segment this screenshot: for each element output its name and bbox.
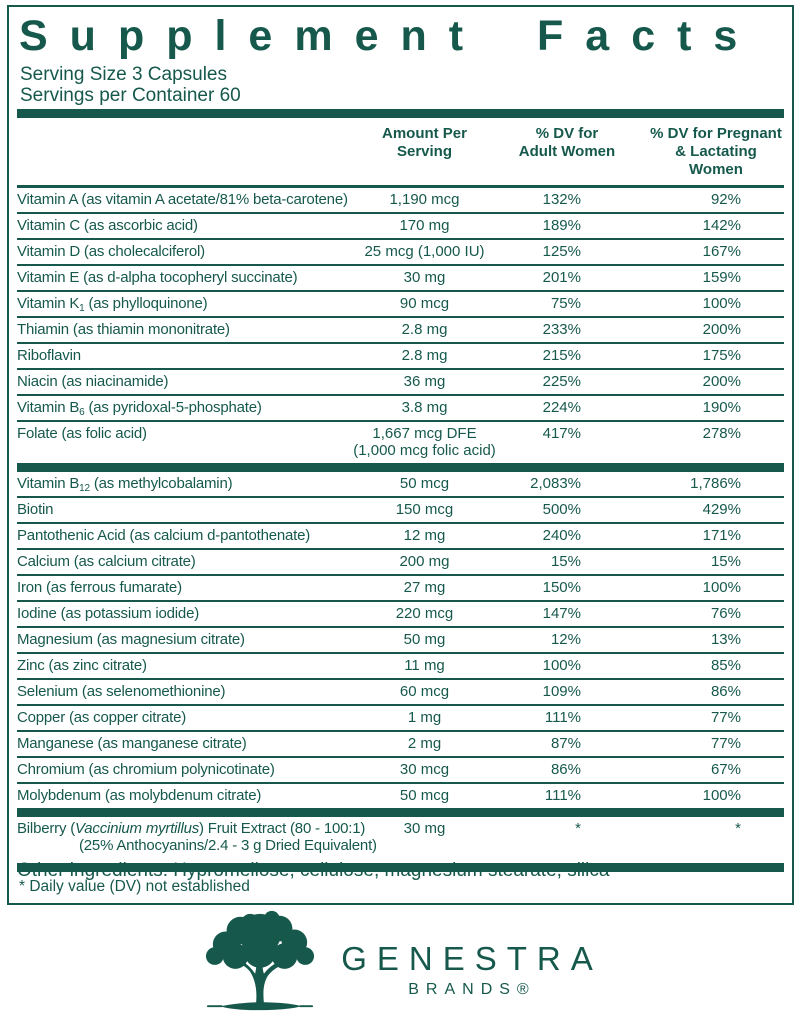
dv-adult-value: 500% bbox=[542, 501, 581, 518]
nutrient-name bbox=[17, 475, 332, 492]
dv-pregnant-value: 175% bbox=[702, 347, 741, 364]
amount-per-serving-value bbox=[332, 425, 517, 459]
amount-line: 30 mcg bbox=[399, 761, 450, 778]
table-row bbox=[17, 730, 784, 756]
dv-adult-value: 12% bbox=[550, 631, 581, 648]
amount-line: 3.8 mg bbox=[401, 399, 448, 416]
nutrient-name-text: Niacin (as niacinamide) bbox=[17, 373, 169, 390]
dv-pregnant-value: 100% bbox=[702, 787, 741, 804]
dv-pregnant-value: 13% bbox=[710, 631, 741, 648]
dv-adult-value: 224% bbox=[542, 399, 581, 416]
brand-logo bbox=[0, 905, 804, 1017]
nutrient-name-text: Chromium (as chromium polynicotinate) bbox=[17, 761, 275, 778]
tree-icon bbox=[201, 905, 319, 1017]
table-row bbox=[17, 420, 784, 463]
nutrient-name bbox=[17, 527, 332, 544]
nutrient-name-text: Zinc (as zinc citrate) bbox=[17, 657, 147, 674]
section-divider bbox=[17, 109, 784, 118]
dv-pregnant-value: 429% bbox=[702, 501, 741, 518]
table-row bbox=[17, 238, 784, 264]
nutrient-name bbox=[17, 579, 332, 596]
amount-per-serving-value bbox=[332, 631, 517, 648]
amount-per-serving-value bbox=[332, 683, 517, 700]
amount-line: 1 mg bbox=[407, 709, 442, 726]
table-row bbox=[17, 368, 784, 394]
dv-pregnant-value: * bbox=[735, 820, 741, 837]
nutrient-name-text: Vitamin $K_1$ (as phylloquinone) bbox=[17, 295, 208, 314]
nutrient-name-text: Vitamin E (as d-alpha tocopheryl succinate) bbox=[17, 269, 298, 286]
amount-per-serving-value bbox=[332, 787, 517, 804]
amount-line: 25 mcg (1,000 IU) bbox=[364, 243, 485, 260]
dv-pregnant-value: 77% bbox=[710, 709, 741, 726]
amount-line: 50 mcg bbox=[399, 787, 450, 804]
amount-line: 2 mg bbox=[407, 735, 442, 752]
amount-per-serving-value bbox=[332, 657, 517, 674]
amount-per-serving-value bbox=[332, 553, 517, 570]
table-row bbox=[17, 316, 784, 342]
table-row bbox=[17, 782, 784, 808]
amount-per-serving-value bbox=[332, 373, 517, 390]
amount-line: 1,190 mcg bbox=[389, 191, 460, 208]
amount-line: 1,667 mcg DFE bbox=[372, 425, 477, 442]
dv-adult-value: 150% bbox=[542, 579, 581, 596]
nutrient-name-text: Vitamin $B_{12}$ (as methylcobalamin) bbox=[17, 475, 233, 494]
nutrient-name-text: Vitamin $B_6$ (as pyridoxal-5-phosphate) bbox=[17, 399, 262, 418]
dv-adult-value: 86% bbox=[550, 761, 581, 778]
dv-adult-value: 240% bbox=[542, 527, 581, 544]
header-dv-adult-women: % DV for Adult Women bbox=[518, 125, 616, 160]
nutrient-name bbox=[17, 820, 377, 854]
dv-pregnant-value: 1,786% bbox=[690, 475, 741, 492]
header-dv-pregnant-lactating: % DV for Pregnant & Lactating Women bbox=[650, 125, 782, 178]
amount-per-serving-value bbox=[332, 399, 517, 416]
nutrient-name-text: Copper (as copper citrate) bbox=[17, 709, 187, 726]
amount-per-serving-value bbox=[332, 579, 517, 596]
amount-line: 12 mg bbox=[403, 527, 446, 544]
nutrient-name-text: Folate (as folic acid) bbox=[17, 425, 147, 442]
nutrient-name bbox=[17, 501, 332, 518]
amount-per-serving-value bbox=[332, 243, 517, 260]
amount-per-serving-value bbox=[332, 527, 517, 544]
nutrient-name-text: Bilberry (Vaccinium myrtillus) Fruit Extract (80 - 100:1) bbox=[17, 820, 366, 837]
dv-pregnant-value: 190% bbox=[702, 399, 741, 416]
dv-footnote: * Daily value (DV) not established bbox=[19, 878, 250, 895]
amount-line: 220 mcg bbox=[395, 605, 454, 622]
dv-adult-value: 233% bbox=[542, 321, 581, 338]
nutrient-name bbox=[17, 269, 332, 286]
dv-adult-value: 75% bbox=[550, 295, 581, 312]
table-row bbox=[17, 342, 784, 368]
dv-adult-value: 201% bbox=[542, 269, 581, 286]
dv-pregnant-value: 85% bbox=[710, 657, 741, 674]
nutrient-name bbox=[17, 373, 332, 390]
nutrient-name-text: Calcium (as calcium citrate) bbox=[17, 553, 196, 570]
table-row bbox=[17, 394, 784, 420]
table-row bbox=[17, 626, 784, 652]
amount-line: 90 mcg bbox=[399, 295, 450, 312]
dv-adult-value: 132% bbox=[542, 191, 581, 208]
nutrient-name bbox=[17, 243, 332, 260]
dv-adult-value: 100% bbox=[542, 657, 581, 674]
nutrient-name-text: Molybdenum (as molybdenum citrate) bbox=[17, 787, 262, 804]
amount-line: 60 mcg bbox=[399, 683, 450, 700]
dv-pregnant-value: 67% bbox=[710, 761, 741, 778]
nutrient-name bbox=[17, 709, 332, 726]
dv-adult-value: 189% bbox=[542, 217, 581, 234]
amount-per-serving-value bbox=[332, 347, 517, 364]
dv-pregnant-value: 167% bbox=[702, 243, 741, 260]
dv-pregnant-value: 77% bbox=[710, 735, 741, 752]
dv-adult-value: 225% bbox=[542, 373, 581, 390]
amount-per-serving-value bbox=[332, 605, 517, 622]
table-row bbox=[17, 522, 784, 548]
table-row bbox=[17, 704, 784, 730]
dv-adult-value: 111% bbox=[544, 709, 581, 726]
table-row bbox=[17, 652, 784, 678]
amount-per-serving-value bbox=[332, 475, 517, 492]
panel-title: Supplement Facts bbox=[19, 12, 760, 60]
header-nutrient bbox=[17, 125, 332, 179]
amount-line: 11 mg bbox=[404, 657, 445, 674]
dv-pregnant-value: 200% bbox=[702, 321, 741, 338]
nutrient-name bbox=[17, 347, 332, 364]
dv-adult-value: 417% bbox=[542, 425, 581, 442]
amount-per-serving-value bbox=[332, 820, 517, 837]
dv-adult-value: 2,083% bbox=[530, 475, 581, 492]
amount-line: 150 mcg bbox=[395, 501, 454, 518]
nutrient-name bbox=[17, 631, 332, 648]
dv-pregnant-value: 100% bbox=[702, 295, 741, 312]
dv-pregnant-value: 278% bbox=[702, 425, 741, 442]
amount-line2: (1,000 mcg folic acid) bbox=[353, 442, 496, 459]
nutrient-name-text: Biotin bbox=[17, 501, 54, 518]
nutrient-name bbox=[17, 399, 332, 416]
table-row bbox=[17, 574, 784, 600]
amount-line: 50 mg bbox=[403, 631, 446, 648]
amount-line: 30 mg bbox=[403, 269, 446, 286]
amount-per-serving-value bbox=[332, 735, 517, 752]
amount-line: 170 mg bbox=[399, 217, 450, 234]
other-ingredients: Other ingredients: Hypromellose, cellulose, magnesium stearate, silica bbox=[17, 860, 610, 881]
nutrient-name-text: Pantothenic Acid (as calcium d-pantothenate) bbox=[17, 527, 311, 544]
nutrient-name bbox=[17, 425, 332, 442]
amount-per-serving-value bbox=[332, 295, 517, 312]
section-divider bbox=[17, 463, 784, 472]
nutrient-name bbox=[17, 605, 332, 622]
table-row bbox=[17, 600, 784, 626]
nutrient-name bbox=[17, 787, 332, 804]
nutrient-name bbox=[17, 321, 332, 338]
amount-per-serving-value bbox=[332, 501, 517, 518]
supplement-facts-panel bbox=[7, 5, 794, 905]
dv-pregnant-value: 171% bbox=[702, 527, 741, 544]
brand-text bbox=[341, 924, 603, 999]
nutrient-name bbox=[17, 657, 332, 674]
amount-per-serving-value bbox=[332, 217, 517, 234]
amount-per-serving-value bbox=[332, 269, 517, 286]
dv-pregnant-value: 200% bbox=[702, 373, 741, 390]
table-row bbox=[17, 212, 784, 238]
dv-pregnant-value: 92% bbox=[710, 191, 741, 208]
amount-line: 36 mg bbox=[403, 373, 446, 390]
amount-per-serving-value bbox=[332, 191, 517, 208]
nutrient-name-text: Iodine (as potassium iodide) bbox=[17, 605, 200, 622]
nutrient-name bbox=[17, 683, 332, 700]
nutrient-name bbox=[17, 191, 348, 208]
amount-line: 2.8 mg bbox=[401, 321, 448, 338]
table-row bbox=[17, 496, 784, 522]
amount-per-serving-value bbox=[332, 321, 517, 338]
nutrient-name bbox=[17, 217, 332, 234]
dv-pregnant-value: 100% bbox=[702, 579, 741, 596]
dv-adult-value: 87% bbox=[550, 735, 581, 752]
table-row bbox=[17, 472, 784, 496]
amount-line: 30 mg bbox=[403, 820, 446, 837]
nutrient-name-text: Vitamin D (as cholecalciferol) bbox=[17, 243, 205, 260]
amount-line: 2.8 mg bbox=[401, 347, 448, 364]
nutrient-name bbox=[17, 735, 332, 752]
nutrient-name bbox=[17, 761, 332, 778]
nutrient-name-text: Vitamin C (as ascorbic acid) bbox=[17, 217, 198, 234]
dv-adult-value: 15% bbox=[550, 553, 581, 570]
dv-adult-value: 147% bbox=[542, 605, 581, 622]
nutrient-rows bbox=[17, 188, 784, 863]
section-divider bbox=[17, 808, 784, 817]
dv-pregnant-value: 15% bbox=[710, 553, 741, 570]
nutrient-name-text: Selenium (as selenomethionine) bbox=[17, 683, 226, 700]
nutrient-name bbox=[17, 553, 332, 570]
dv-adult-value: 125% bbox=[542, 243, 581, 260]
amount-line: 27 mg bbox=[403, 579, 446, 596]
nutrient-name bbox=[17, 295, 332, 312]
table-row bbox=[17, 264, 784, 290]
brand-subname: BRANDS® bbox=[408, 980, 536, 998]
nutrient-name-text: Manganese (as manganese citrate) bbox=[17, 735, 247, 752]
dv-adult-value: 111% bbox=[544, 787, 581, 804]
amount-line: 50 mcg bbox=[399, 475, 450, 492]
table-row bbox=[17, 756, 784, 782]
nutrient-name-text: Magnesium (as magnesium citrate) bbox=[17, 631, 245, 648]
nutrient-name-text: Thiamin (as thiamin mononitrate) bbox=[17, 321, 230, 338]
table-row bbox=[17, 678, 784, 704]
nutrient-name-text: Iron (as ferrous fumarate) bbox=[17, 579, 182, 596]
brand-name: GENESTRA bbox=[341, 939, 603, 977]
amount-per-serving-value bbox=[332, 709, 517, 726]
dv-adult-value: 215% bbox=[542, 347, 581, 364]
table-row bbox=[17, 817, 784, 863]
dv-pregnant-value: 142% bbox=[702, 217, 741, 234]
nutrient-name-text: Vitamin A (as vitamin A acetate/81% beta-carotene) bbox=[17, 191, 348, 208]
amount-line: 200 mg bbox=[399, 553, 450, 570]
servings-per-container: Servings per Container 60 bbox=[20, 85, 241, 106]
dv-pregnant-value: 76% bbox=[710, 605, 741, 622]
header-amount-per-serving: Amount Per Serving bbox=[381, 125, 467, 160]
serving-size: Serving Size 3 Capsules bbox=[20, 64, 227, 85]
table-row bbox=[17, 548, 784, 574]
dv-adult-value: * bbox=[575, 820, 581, 837]
dv-pregnant-value: 159% bbox=[702, 269, 741, 286]
table-row bbox=[17, 188, 784, 212]
dv-adult-value: 109% bbox=[542, 683, 581, 700]
nutrient-name-line2: (25% Anthocyanins/2.4 - 3 g Dried Equivalent) bbox=[79, 837, 377, 854]
nutrient-name-text: Riboflavin bbox=[17, 347, 81, 364]
table-row bbox=[17, 290, 784, 316]
dv-pregnant-value: 86% bbox=[710, 683, 741, 700]
amount-per-serving-value bbox=[332, 761, 517, 778]
table-header-row bbox=[17, 118, 784, 188]
